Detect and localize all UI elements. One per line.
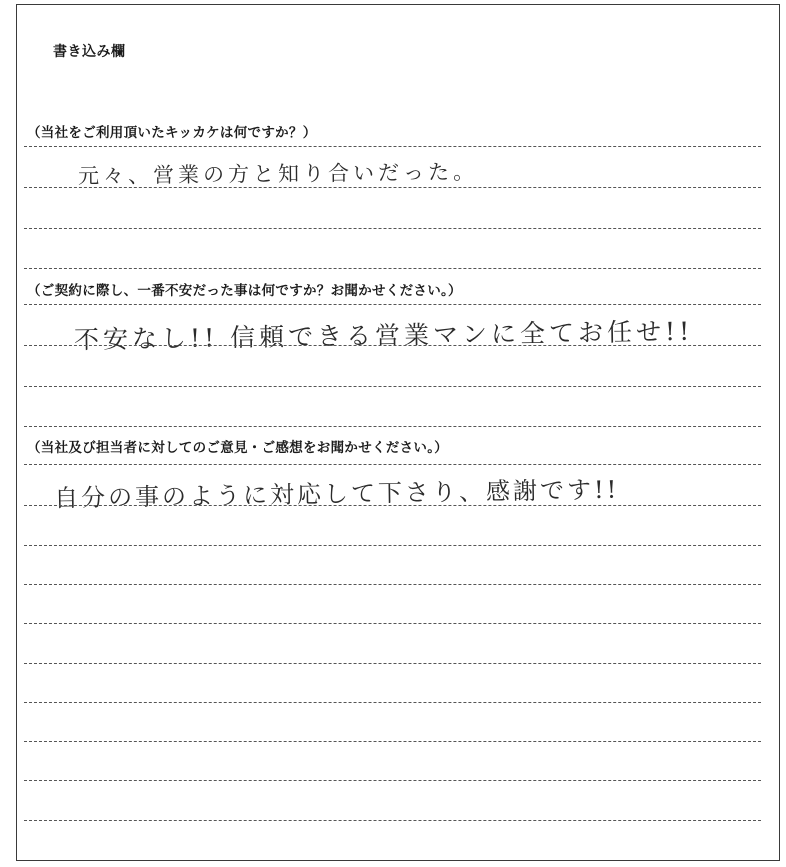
handwritten-answer-how-found-us: 元々、営業の方と知り合いだった。 — [77, 159, 479, 189]
answer-line — [24, 780, 761, 781]
answer-line — [24, 741, 761, 742]
answer-line — [24, 426, 761, 427]
answer-line — [24, 146, 761, 147]
answer-line — [24, 304, 761, 305]
answer-line — [24, 268, 761, 269]
handwritten-answer-feedback-on-staff: 自分の事のように対応して下さり、感謝です!! — [53, 475, 620, 513]
answer-line — [24, 345, 761, 346]
question-feedback-on-staff: （当社及び担当者に対してのご意見・ご感想をお聞かせください。） — [27, 440, 449, 456]
answer-line — [24, 187, 761, 188]
handwritten-answer-biggest-concern: 不安なし!! 信頼できる営業マンに全てお任せ!! — [73, 316, 694, 355]
answer-line — [24, 464, 761, 465]
question-how-found-us: （当社をご利用頂いたキッカケは何ですか？） — [27, 125, 317, 141]
answer-line — [24, 505, 761, 506]
question-biggest-concern: （ご契約に際し、一番不安だった事は何ですか？お聞かせください。） — [27, 283, 462, 299]
answer-line — [24, 386, 761, 387]
form-title: 書き込み欄 — [53, 44, 126, 60]
answer-line — [24, 584, 761, 585]
answer-line — [24, 545, 761, 546]
answer-line — [24, 702, 761, 703]
answer-line — [24, 228, 761, 229]
answer-line — [24, 663, 761, 664]
answer-line — [24, 623, 761, 624]
answer-line — [24, 820, 761, 821]
